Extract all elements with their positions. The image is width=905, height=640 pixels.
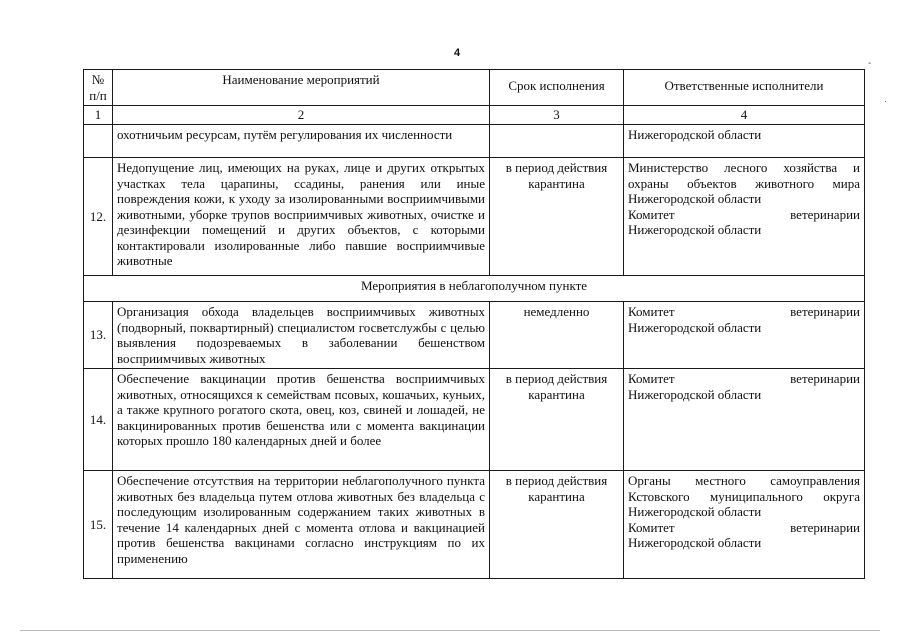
- measure-executors: Нижегородской области: [624, 125, 865, 158]
- measure-executors: [624, 471, 865, 579]
- executor-committee-vet: ветеринарии: [790, 519, 860, 535]
- measure-term: в период действия карантина: [490, 369, 624, 471]
- executor-local-government: Органы местного самоуправления Кстовского муниципального округа Нижегородской области: [628, 473, 860, 519]
- table-row: [84, 471, 865, 579]
- measure-executors: [624, 369, 865, 471]
- measure-term: немедленно: [490, 302, 624, 369]
- header-number: № п/п: [84, 70, 113, 106]
- measure-name: Организация обхода владельцев восприимчивых животных (подворный, поквартирный) специалистом госветслужбы с целью выявления подозреваемых в заболевании бешенством восприимчивых животных: [113, 302, 490, 369]
- measure-name: Обеспечение отсутствия на территории неблагополучного пункта животных без владельца путем отлова животных без владельца с последующим изолированным содержанием таких животных в течение 14 календарных дней с момента отлова и вакцинацией против бешенства вакцинами согласно инструкциям по их применению: [113, 471, 490, 579]
- table-row: [84, 369, 865, 471]
- header-term: Срок исполнения: [490, 70, 624, 106]
- executor-committee-vet: ветеринарии: [790, 206, 860, 222]
- executor-committee-vet: ветеринарии: [790, 371, 860, 386]
- index-cell: 2: [113, 106, 490, 125]
- scan-artifact-bottom: [20, 630, 880, 631]
- index-cell: 1: [84, 106, 113, 125]
- executor-ministry: Министерство лесного хозяйства и охраны объектов животного мира Нижегородской области: [628, 160, 860, 206]
- row-number: 13.: [84, 302, 113, 369]
- executor-committee: [628, 520, 860, 536]
- row-number: 14.: [84, 369, 113, 471]
- measure-name: Недопущение лиц, имеющих на руках, лице и других открытых участках тела царапины, ссадины, ранения или иные повреждения кожи, к уходу за изолированными восприимчивыми животными, уборке трупов восприимчивых животных, очистке и дезинфекции помещений и других объектов, с которыми контактировали изолированные либо павшие восприимчивые животные: [113, 158, 490, 276]
- table-row: [84, 302, 865, 369]
- column-index-row: [84, 106, 865, 125]
- measure-name: охотничьим ресурсам, путём регулирования их численности: [113, 125, 490, 158]
- scan-mark-right: .: [884, 94, 887, 105]
- executor-committee: [628, 304, 860, 320]
- index-cell: 4: [624, 106, 865, 125]
- executor-committee-vet: ветеринарии: [790, 304, 860, 319]
- row-number: 12.: [84, 158, 113, 276]
- measures-table: [83, 69, 865, 579]
- index-cell: 3: [490, 106, 624, 125]
- row-number: [84, 125, 113, 158]
- executor-committee-word: Комитет: [628, 304, 675, 319]
- header-name: Наименование мероприятий: [113, 70, 490, 106]
- executor-committee-word: Комитет: [628, 519, 675, 535]
- measure-term: [490, 125, 624, 158]
- measure-executors: [624, 158, 865, 276]
- section-title: Мероприятия в неблагополучном пункте: [84, 276, 865, 302]
- measure-name: Обеспечение вакцинации против бешенства восприимчивых животных, относящихся к семействам псовых, кошачьих, куньих, а также крупного рогатого скота, овец, коз, свиней и лошадей, не вакцинированных против бешенства или с момента вакцинации которых прошло 180 календарных дней и более: [113, 369, 490, 471]
- page-number: 4: [453, 47, 461, 59]
- executor-region: Нижегородской области: [628, 222, 762, 237]
- table-row: [84, 125, 865, 158]
- measure-term: в период действия карантина: [490, 158, 624, 276]
- measure-executors: [624, 302, 865, 369]
- executor-region: Нижегородской области: [628, 386, 762, 402]
- executor-region: Нижегородской области: [628, 319, 762, 335]
- measure-term: в период действия карантина: [490, 471, 624, 579]
- table-row: [84, 158, 865, 276]
- executor-committee-word: Комитет: [628, 206, 675, 222]
- header-executors: Ответственные исполнители: [624, 70, 865, 106]
- scan-mark-top-right: -: [868, 58, 872, 69]
- table-header-row: [84, 70, 865, 106]
- section-header-row: [84, 276, 865, 302]
- executor-committee-word: Комитет: [628, 371, 675, 386]
- executor-committee: [628, 371, 860, 387]
- executor-committee: [628, 207, 860, 223]
- executor-region: Нижегородской области: [628, 535, 762, 550]
- row-number: 15.: [84, 471, 113, 579]
